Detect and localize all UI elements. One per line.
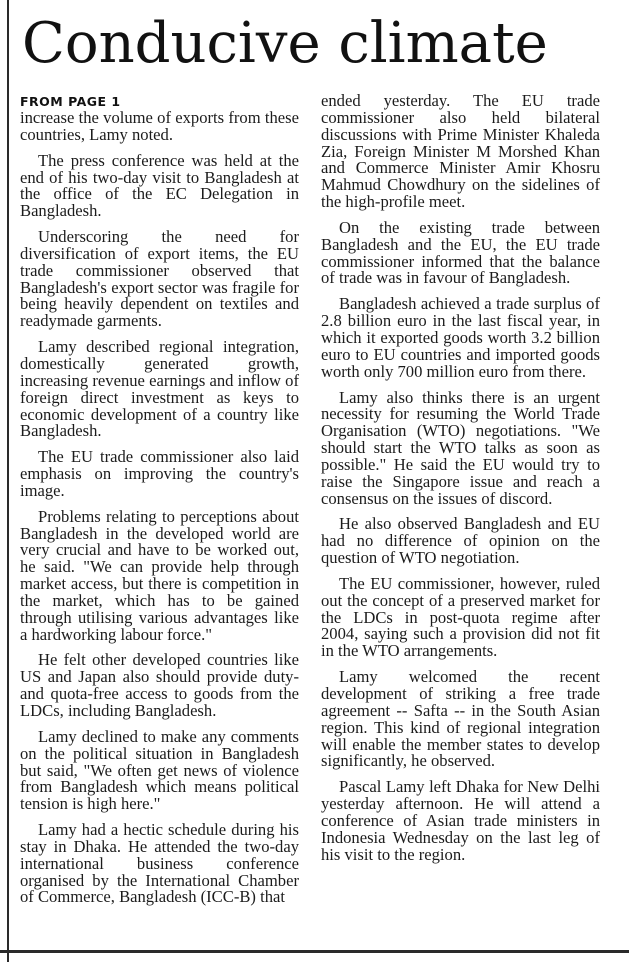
right-column [321, 93, 600, 872]
headline: Conducive climate [22, 11, 548, 76]
paragraph: On the existing trade between Bangladesh and the EU, the EU trade commissioner informed that the balance of trade was in favour of Bangladesh. [321, 217, 600, 288]
paragraph: He felt other developed countries like US and Japan also should provide duty- and quota-free access to goods from the LDCs, including Bangladesh. [20, 650, 299, 720]
paragraph: Lamy also thinks there is an urgent necessity for resuming the World Trade Organisation (WTO) negotiations. "We should start the WTO talks as soon as possible." He said the EU would try to raise the Singapore issue and reach a consensus on the issues of discord. [321, 387, 600, 508]
paragraph: increase the volume of exports from these countries, Lamy noted. [20, 108, 299, 144]
bottom-rule [0, 950, 629, 953]
paragraph: Lamy welcomed the recent development of striking a free trade agreement -- Safta -- in the South Asian region. This kind of regional integration will enable the member states to develop significantly, he observed. [321, 667, 600, 771]
paragraph: Lamy declined to make any comments on the political situation in Bangladesh but said, "We often get news of violence from Bangladesh which means political tension is high here." [20, 726, 299, 814]
paragraph: Problems relating to perceptions about Bangladesh in the developed world are very crucial and have to be worked out, he said. "We can provide help through market access, but there is competition in the market, which has to be gained through utilising various advantages like a hardworking labour force." [20, 506, 299, 644]
paragraph: The EU trade commissioner also laid emphasis on improving the country's image. [20, 447, 299, 500]
left-column-rule [7, 0, 9, 962]
article-body [20, 93, 618, 948]
paragraph: The press conference was held at the end of his two-day visit to Bangladesh at the office of the EC Delegation in Bangladesh. [20, 150, 299, 221]
paragraph: The EU commissioner, however, ruled out the concept of a preserved market for the LDCs in post-quota regime after 2004, saying such a provision did not fit in the WTO arrangements. [321, 573, 600, 661]
paragraph: Underscoring the need for diversification of export items, the EU trade commissioner observed that Bangladesh's export sector was fragile for being heavily dependent on textiles and readymade garments. [20, 227, 299, 331]
paragraph: Pascal Lamy left Dhaka for New Delhi yesterday afternoon. He will attend a conference of Asian trade ministers in Indonesia Wednesday on the last leg of his visit to the region. [321, 777, 600, 864]
continued-label: FROM PAGE 1 [20, 94, 121, 109]
paragraph: Lamy had a hectic schedule during his stay in Dhaka. He attended the two-day international business conference organised by the International Chamber of Commerce, Bangladesh (ICC-B) that [20, 820, 299, 907]
paragraph: Bangladesh achieved a trade surplus of 2.8 billion euro in the last fiscal year, in which it exported goods worth 3.2 billion euro to EU countries and imported goods worth only 700 million euro from there. [321, 294, 600, 381]
paragraph: ended yesterday. The EU trade commissioner also held bilateral discussions with Prime Minister Khaleda Zia, Foreign Minister M Morshed Khan and Commerce Minister Amir Khosru Mahmud Chowdhury on the sidelines of the high-profile meet. [321, 91, 600, 212]
paragraph: Lamy described regional integration, domestically generated growth, increasing revenue earnings and inflow of foreign direct investment as keys to economic development of a country like Bangladesh. [20, 337, 299, 441]
paragraph: He also observed Bangladesh and EU had no difference of opinion on the question of WTO negotiation. [321, 514, 600, 568]
left-column [20, 93, 299, 915]
